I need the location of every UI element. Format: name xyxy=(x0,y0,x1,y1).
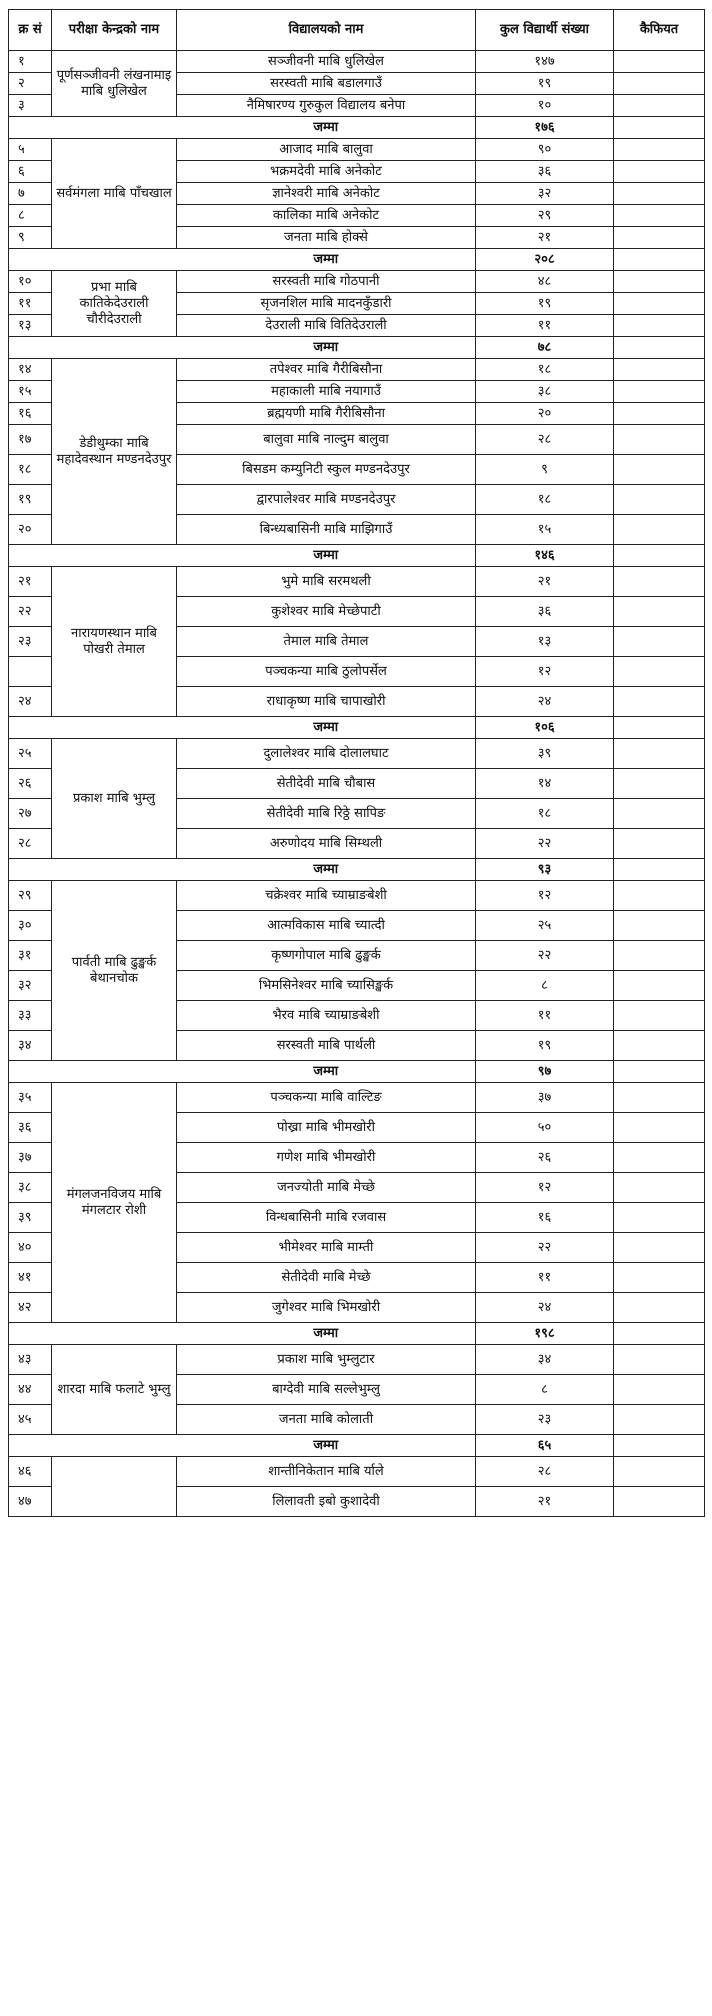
table-row xyxy=(9,139,705,161)
header-sn: क्र सं xyxy=(9,10,52,51)
student-count: २५ xyxy=(476,911,614,941)
remarks-cell xyxy=(614,717,705,739)
total-value: १४६ xyxy=(476,545,614,567)
remarks-cell xyxy=(614,1233,705,1263)
remarks-cell xyxy=(614,881,705,911)
exam-center-name: नारायणस्थान माबि पोखरी तेमाल xyxy=(52,567,177,717)
student-count: २८ xyxy=(476,425,614,455)
student-count: ३९ xyxy=(476,739,614,769)
header-center: परीक्षा केन्द्रको नाम xyxy=(52,10,177,51)
school-name: सेतीदेवी माबि मेच्छे xyxy=(177,1263,476,1293)
school-name: जुगेश्वर माबि भिमखोरी xyxy=(177,1293,476,1323)
serial-number: ४० xyxy=(9,1233,52,1263)
student-count: २२ xyxy=(476,941,614,971)
school-name: दुलालेश्वर माबि दोलालघाट xyxy=(177,739,476,769)
total-value: १०६ xyxy=(476,717,614,739)
remarks-cell xyxy=(614,1375,705,1405)
remarks-cell xyxy=(614,567,705,597)
school-name: सृजनशिल माबि मादनकुँडारी xyxy=(177,293,476,315)
remarks-cell xyxy=(614,1457,705,1487)
student-count: ९ xyxy=(476,455,614,485)
serial-number: २८ xyxy=(9,829,52,859)
remarks-cell xyxy=(614,183,705,205)
student-count: २२ xyxy=(476,1233,614,1263)
remarks-cell xyxy=(614,315,705,337)
school-name: विन्धबासिनी माबि रजवास xyxy=(177,1203,476,1233)
student-count: ३४ xyxy=(476,1345,614,1375)
serial-number: २३ xyxy=(9,627,52,657)
remarks-cell xyxy=(614,1001,705,1031)
school-name: भक्रमदेवी माबि अनेकोट xyxy=(177,161,476,183)
serial-number: ४६ xyxy=(9,1457,52,1487)
remarks-cell xyxy=(614,1293,705,1323)
school-name: पोख्रा माबि भीमखोरी xyxy=(177,1113,476,1143)
header-remarks: कैफियत xyxy=(614,10,705,51)
serial-number: ३६ xyxy=(9,1113,52,1143)
serial-number: २१ xyxy=(9,567,52,597)
total-label: जम्मा xyxy=(177,117,476,139)
school-name: आजाद माबि बालुवा xyxy=(177,139,476,161)
table-row xyxy=(9,739,705,769)
student-count: ४८ xyxy=(476,271,614,293)
remarks-cell xyxy=(614,829,705,859)
exam-center-name: प्रकाश माबि भुम्लु xyxy=(52,739,177,859)
total-value: ९७ xyxy=(476,1061,614,1083)
student-count: १० xyxy=(476,95,614,117)
serial-number: २० xyxy=(9,515,52,545)
total-value: १७६ xyxy=(476,117,614,139)
school-name: सरस्वती माबि पार्थली xyxy=(177,1031,476,1061)
remarks-cell xyxy=(614,1031,705,1061)
remarks-cell xyxy=(614,485,705,515)
remarks-cell xyxy=(614,455,705,485)
remarks-cell xyxy=(614,381,705,403)
student-count: ८ xyxy=(476,971,614,1001)
school-name: सेतीदेवी माबि रिठ्ठे सापिङ xyxy=(177,799,476,829)
serial-number: १० xyxy=(9,271,52,293)
remarks-cell xyxy=(614,161,705,183)
serial-number: ३ xyxy=(9,95,52,117)
total-spacer xyxy=(9,337,177,359)
remarks-cell xyxy=(614,1143,705,1173)
school-name: सञ्जीवनी माबि धुलिखेल xyxy=(177,51,476,73)
total-label: जम्मा xyxy=(177,337,476,359)
serial-number: २६ xyxy=(9,769,52,799)
serial-number: ३५ xyxy=(9,1083,52,1113)
school-name: ब्रह्मयणी माबि गैरीबिसौना xyxy=(177,403,476,425)
student-count: १८ xyxy=(476,485,614,515)
serial-number: २२ xyxy=(9,597,52,627)
table-row xyxy=(9,1345,705,1375)
serial-number: २९ xyxy=(9,881,52,911)
total-spacer xyxy=(9,859,177,881)
remarks-cell xyxy=(614,205,705,227)
student-count: ९० xyxy=(476,139,614,161)
school-name: ज्ञानेश्वरी माबि अनेकोट xyxy=(177,183,476,205)
remarks-cell xyxy=(614,769,705,799)
student-count: १२ xyxy=(476,1173,614,1203)
total-value: ६५ xyxy=(476,1435,614,1457)
group-total-row xyxy=(9,1061,705,1083)
remarks-cell xyxy=(614,337,705,359)
serial-number: ७ xyxy=(9,183,52,205)
student-count: २४ xyxy=(476,687,614,717)
remarks-cell xyxy=(614,799,705,829)
school-name: गणेश माबि भीमखोरी xyxy=(177,1143,476,1173)
serial-number: ३९ xyxy=(9,1203,52,1233)
student-count: ८ xyxy=(476,1375,614,1405)
table-row xyxy=(9,271,705,293)
remarks-cell xyxy=(614,249,705,271)
serial-number: ६ xyxy=(9,161,52,183)
total-label: जम्मा xyxy=(177,249,476,271)
remarks-cell xyxy=(614,227,705,249)
student-count: १९ xyxy=(476,73,614,95)
student-count: २४ xyxy=(476,1293,614,1323)
student-count: २९ xyxy=(476,205,614,227)
serial-number: १३ xyxy=(9,315,52,337)
remarks-cell xyxy=(614,1113,705,1143)
school-name: देउराली माबि वितिदेउराली xyxy=(177,315,476,337)
school-name: पञ्चकन्या माबि वाल्टिङ xyxy=(177,1083,476,1113)
total-label: जम्मा xyxy=(177,1323,476,1345)
student-count: २१ xyxy=(476,1487,614,1517)
remarks-cell xyxy=(614,1345,705,1375)
total-spacer xyxy=(9,545,177,567)
remarks-cell xyxy=(614,73,705,95)
serial-number: १ xyxy=(9,51,52,73)
total-value: १९८ xyxy=(476,1323,614,1345)
table-row xyxy=(9,1083,705,1113)
exam-center-name: डेडीथुम्का माबि महादेवस्थान मण्डनदेउपुर xyxy=(52,359,177,545)
group-total-row xyxy=(9,337,705,359)
remarks-cell xyxy=(614,51,705,73)
school-name: भुमे माबि सरमथली xyxy=(177,567,476,597)
serial-number: २४ xyxy=(9,687,52,717)
serial-number: १६ xyxy=(9,403,52,425)
school-name: जनता माबि कोलाती xyxy=(177,1405,476,1435)
school-name: तपेश्वर माबि गैरीबिसौना xyxy=(177,359,476,381)
serial-number: ४३ xyxy=(9,1345,52,1375)
remarks-cell xyxy=(614,739,705,769)
exam-center-name: प्रभा माबि कातिकेदेउराली चौरीदेउराली xyxy=(52,271,177,337)
serial-number: ४५ xyxy=(9,1405,52,1435)
exam-center-name: शारदा माबि फलाटे भुम्लु xyxy=(52,1345,177,1435)
exam-center-name: मंगलजनविजय माबि मंगलटार रोशी xyxy=(52,1083,177,1323)
total-label: जम्मा xyxy=(177,1061,476,1083)
exam-center-table xyxy=(8,9,705,1517)
total-label: जम्मा xyxy=(177,1435,476,1457)
remarks-cell xyxy=(614,627,705,657)
group-total-row xyxy=(9,545,705,567)
school-name: चक्रेश्वर माबि च्याम्राङबेशी xyxy=(177,881,476,911)
total-value: २०८ xyxy=(476,249,614,271)
student-count: २१ xyxy=(476,567,614,597)
remarks-cell xyxy=(614,1323,705,1345)
school-name: भैरव माबि च्याम्राङबेशी xyxy=(177,1001,476,1031)
student-count: १३ xyxy=(476,627,614,657)
remarks-cell xyxy=(614,657,705,687)
total-label: जम्मा xyxy=(177,545,476,567)
table-body xyxy=(9,51,705,1517)
group-total-row xyxy=(9,859,705,881)
total-value: ९३ xyxy=(476,859,614,881)
remarks-cell xyxy=(614,1203,705,1233)
student-count: ५० xyxy=(476,1113,614,1143)
group-total-row xyxy=(9,249,705,271)
serial-number: ३२ xyxy=(9,971,52,1001)
school-name: अरुणोदय माबि सिम्थली xyxy=(177,829,476,859)
student-count: १४ xyxy=(476,769,614,799)
school-name: तेमाल माबि तेमाल xyxy=(177,627,476,657)
student-count: १२ xyxy=(476,657,614,687)
remarks-cell xyxy=(614,139,705,161)
school-name: नैमिषारण्य गुरुकुल विद्यालय बनेपा xyxy=(177,95,476,117)
remarks-cell xyxy=(614,1263,705,1293)
remarks-cell xyxy=(614,971,705,1001)
school-name: भीमेश्वर माबि माम्ती xyxy=(177,1233,476,1263)
remarks-cell xyxy=(614,117,705,139)
total-label: जम्मा xyxy=(177,717,476,739)
student-count: ११ xyxy=(476,1001,614,1031)
header-school: विद्यालयको नाम xyxy=(177,10,476,51)
remarks-cell xyxy=(614,941,705,971)
school-name: पञ्चकन्या माबि ठुलोपर्सेल xyxy=(177,657,476,687)
remarks-cell xyxy=(614,911,705,941)
student-count: ३८ xyxy=(476,381,614,403)
serial-number: १९ xyxy=(9,485,52,515)
school-name: बिसडम कम्युनिटी स्कुल मण्डनदेउपुर xyxy=(177,455,476,485)
serial-number: २७ xyxy=(9,799,52,829)
serial-number: ३१ xyxy=(9,941,52,971)
student-count: १५ xyxy=(476,515,614,545)
student-count: ११ xyxy=(476,1263,614,1293)
total-value: ७८ xyxy=(476,337,614,359)
school-name: महाकाली माबि नयागाउँ xyxy=(177,381,476,403)
serial-number: ३३ xyxy=(9,1001,52,1031)
serial-number: ३० xyxy=(9,911,52,941)
remarks-cell xyxy=(614,425,705,455)
serial-number: ३७ xyxy=(9,1143,52,1173)
school-name: आत्मविकास माबि च्यात्दी xyxy=(177,911,476,941)
student-count: १६ xyxy=(476,1203,614,1233)
remarks-cell xyxy=(614,1173,705,1203)
serial-number: १८ xyxy=(9,455,52,485)
serial-number: ३४ xyxy=(9,1031,52,1061)
serial-number: ४१ xyxy=(9,1263,52,1293)
serial-number: ८ xyxy=(9,205,52,227)
exam-center-name: पार्वती माबि ढुङ्खर्क बेथानचोक xyxy=(52,881,177,1061)
exam-center-name xyxy=(52,1457,177,1517)
student-count: १४७ xyxy=(476,51,614,73)
table-row xyxy=(9,51,705,73)
serial-number: ४७ xyxy=(9,1487,52,1517)
student-count: २८ xyxy=(476,1457,614,1487)
remarks-cell xyxy=(614,597,705,627)
student-count: १२ xyxy=(476,881,614,911)
student-count: २० xyxy=(476,403,614,425)
remarks-cell xyxy=(614,687,705,717)
group-total-row xyxy=(9,717,705,739)
student-count: ३२ xyxy=(476,183,614,205)
total-spacer xyxy=(9,117,177,139)
student-count: १८ xyxy=(476,359,614,381)
student-count: ३६ xyxy=(476,161,614,183)
serial-number: ९ xyxy=(9,227,52,249)
school-name: कालिका माबि अनेकोट xyxy=(177,205,476,227)
student-count: १९ xyxy=(476,1031,614,1061)
serial-number: १४ xyxy=(9,359,52,381)
remarks-cell xyxy=(614,859,705,881)
student-count: ३७ xyxy=(476,1083,614,1113)
header-students: कुल विद्यार्थी संख्या xyxy=(476,10,614,51)
school-name: बालुवा माबि नाल्दुम बालुवा xyxy=(177,425,476,455)
school-name: कृष्णगोपाल माबि ढुङ्खर्क xyxy=(177,941,476,971)
serial-number: २ xyxy=(9,73,52,95)
remarks-cell xyxy=(614,271,705,293)
exam-center-name: पूर्णसञ्जीवनी लंखनामाइ माबि धुलिखेल xyxy=(52,51,177,117)
student-count: २३ xyxy=(476,1405,614,1435)
exam-center-name: सर्वमंगला माबि पाँचखाल xyxy=(52,139,177,249)
total-spacer xyxy=(9,249,177,271)
school-name: लिलावती इबो कुशादेवी xyxy=(177,1487,476,1517)
school-name: शान्तीनिकेतान माबि र्याले xyxy=(177,1457,476,1487)
remarks-cell xyxy=(614,515,705,545)
student-count: ११ xyxy=(476,315,614,337)
student-count: १९ xyxy=(476,293,614,315)
school-name: प्रकाश माबि भुम्लुटार xyxy=(177,1345,476,1375)
serial-number: ५ xyxy=(9,139,52,161)
remarks-cell xyxy=(614,1487,705,1517)
remarks-cell xyxy=(614,403,705,425)
school-name: भिमसिनेश्वर माबि च्यासिङ्खर्क xyxy=(177,971,476,1001)
table-row xyxy=(9,567,705,597)
remarks-cell xyxy=(614,1083,705,1113)
total-spacer xyxy=(9,1323,177,1345)
serial-number: ४२ xyxy=(9,1293,52,1323)
table-row xyxy=(9,881,705,911)
remarks-cell xyxy=(614,359,705,381)
student-count: १८ xyxy=(476,799,614,829)
school-name: जनता माबि होक्से xyxy=(177,227,476,249)
total-spacer xyxy=(9,1435,177,1457)
remarks-cell xyxy=(614,293,705,315)
student-count: ३६ xyxy=(476,597,614,627)
school-name: राधाकृष्ण माबि चापाखोरी xyxy=(177,687,476,717)
remarks-cell xyxy=(614,1405,705,1435)
serial-number: २५ xyxy=(9,739,52,769)
serial-number: ३८ xyxy=(9,1173,52,1203)
table-row xyxy=(9,359,705,381)
header-row xyxy=(9,10,705,51)
serial-number: १५ xyxy=(9,381,52,403)
student-count: २१ xyxy=(476,227,614,249)
student-count: २६ xyxy=(476,1143,614,1173)
school-name: जनज्योती माबि मेच्छे xyxy=(177,1173,476,1203)
group-total-row xyxy=(9,1323,705,1345)
remarks-cell xyxy=(614,95,705,117)
total-spacer xyxy=(9,1061,177,1083)
total-spacer xyxy=(9,717,177,739)
school-name: द्वारपालेश्वर माबि मण्डनदेउपुर xyxy=(177,485,476,515)
student-count: २२ xyxy=(476,829,614,859)
remarks-cell xyxy=(614,545,705,567)
serial-number: १७ xyxy=(9,425,52,455)
serial-number xyxy=(9,657,52,687)
school-name: सरस्वती माबि बडालगाउँ xyxy=(177,73,476,95)
group-total-row xyxy=(9,117,705,139)
remarks-cell xyxy=(614,1435,705,1457)
total-label: जम्मा xyxy=(177,859,476,881)
school-name: बाग्देवी माबि सल्लेभुम्लु xyxy=(177,1375,476,1405)
remarks-cell xyxy=(614,1061,705,1083)
group-total-row xyxy=(9,1435,705,1457)
serial-number: ४४ xyxy=(9,1375,52,1405)
school-name: कुशेश्वर माबि मेच्छेपाटी xyxy=(177,597,476,627)
table-row xyxy=(9,1457,705,1487)
school-name: सरस्वती माबि गोठपानी xyxy=(177,271,476,293)
serial-number: ११ xyxy=(9,293,52,315)
school-name: बिन्ध्यबासिनी माबि माझिगाउँ xyxy=(177,515,476,545)
school-name: सेतीदेवी माबि चौबास xyxy=(177,769,476,799)
